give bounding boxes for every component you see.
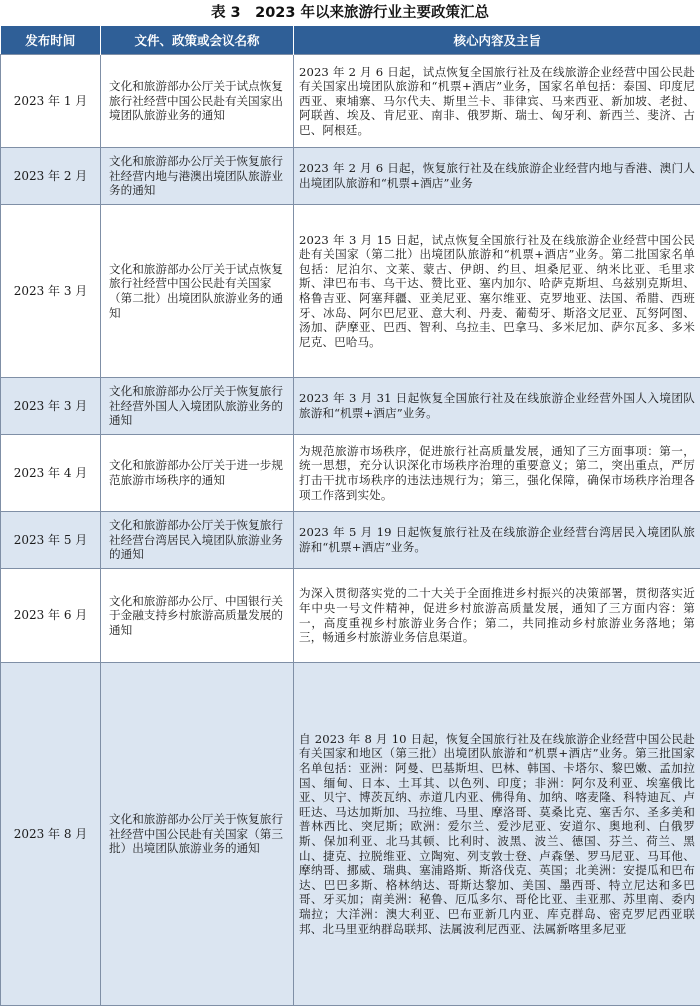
cell-content: 2023 年 3 月 15 日起，试点恢复全国旅行社及在线旅游企业经营中国公民赴有关国家（第二批）出境团队旅游和“机票+酒店”业务。第二批国家名单包括：尼泊尔、文莱、蒙古、伊朗、约旦、坦桑尼亚、纳米比亚、毛里求斯、津巴布韦、乌干达、赞比亚、塞内加尔、哈萨克斯坦、乌兹别克斯坦、格鲁吉亚、阿塞拜疆、亚美尼亚、塞尔维亚、克罗地亚、法国、希腊、西班牙、冰岛、阿尔巴尼亚、意大利、丹麦、葡萄牙、斯洛文尼亚、瓦努阿图、汤加、萨摩亚、巴西、智利、乌拉圭、巴拿马、多米尼加、萨尔瓦多、多米尼克、巴哈马。	[294, 205, 700, 378]
cell-name: 文化和旅游部办公厅关于恢复旅行社经营台湾居民入境团队旅游业务的通知	[101, 512, 294, 569]
cell-time: 2023 年 1 月	[1, 55, 101, 148]
cell-name: 文化和旅游部办公厅关于恢复旅行社经营外国人入境团队旅游业务的通知	[101, 378, 294, 435]
cell-time: 2023 年 3 月	[1, 378, 101, 435]
cell-content: 自 2023 年 8 月 10 日起，恢复全国旅行社及在线旅游企业经营中国公民赴有关国家和地区（第三批）出境团队旅游和“机票+酒店”业务。第三批国家名单包括：亚洲：阿曼、巴基斯坦、巴林、韩国、卡塔尔、黎巴嫩、孟加拉国、缅甸、日本、土耳其、以色列、印度；非洲：阿尔及利亚、埃塞俄比亚、贝宁、博茨瓦纳、赤道几内亚、佛得角、加纳、喀麦隆、科特迪瓦、卢旺达、马达加斯加、马拉维、马里、摩洛哥、莫桑比克、塞舌尔、圣多美和普林西比、突尼斯；欧洲：爱尔兰、爱沙尼亚、安道尔、奥地利、白俄罗斯、保加利亚、北马其顿、比利时、波黑、波兰、德国、芬兰、荷兰、黑山、捷克、拉脱维亚、立陶宛、列支敦士登、卢森堡、罗马尼亚、马耳他、摩纳哥、挪威、瑞典、塞浦路斯、斯洛伐克、英国；北美洲：安提瓜和巴布达、巴巴多斯、格林纳达、哥斯达黎加、美国、墨西哥、特立尼达和多巴哥、牙买加；南美洲：秘鲁、厄瓜多尔、哥伦比亚、圭亚那、苏里南、委内瑞拉；大洋洲：澳大利亚、巴布亚新几内亚、库克群岛、密克罗尼西亚联邦、北马里亚纳群岛联邦、法属波利尼西亚、法属新喀里多尼亚	[294, 663, 700, 1006]
cell-name: 文化和旅游部办公厅关于恢复旅行社经营内地与港澳出境团队旅游业务的通知	[101, 148, 294, 205]
table-row	[1, 663, 700, 1006]
cell-time: 2023 年 3 月	[1, 205, 101, 378]
cell-time: 2023 年 4 月	[1, 435, 101, 512]
cell-time: 2023 年 5 月	[1, 512, 101, 569]
cell-name: 文化和旅游部办公厅关于试点恢复旅行社经营中国公民赴有关国家出境团队旅游业务的通知	[101, 55, 294, 148]
header-time: 发布时间	[1, 26, 101, 55]
cell-content: 2023 年 3 月 31 日起恢复全国旅行社及在线旅游企业经营外国人入境团队旅游和“机票+酒店”业务。	[294, 378, 700, 435]
cell-time: 2023 年 6 月	[1, 569, 101, 663]
table-header-row	[1, 26, 700, 55]
cell-content: 2023 年 5 月 19 日起恢复旅行社及在线旅游企业经营台湾居民入境团队旅游和“机票+酒店”业务。	[294, 512, 700, 569]
table-title: 表 3 2023 年以来旅游行业主要政策汇总	[0, 0, 700, 26]
table-row	[1, 435, 700, 512]
cell-name: 文化和旅游部办公厅、中国银行关于金融支持乡村旅游高质量发展的通知	[101, 569, 294, 663]
cell-content: 为规范旅游市场秩序，促进旅行社高质量发展，通知了三方面事项：第一，统一思想，充分认识深化市场秩序治理的重要意义；第二，突出重点，严厉打击干扰市场秩序的违法违规行为；第三，强化保障，确保市场秩序治理各项工作落到实处。	[294, 435, 700, 512]
cell-content: 2023 年 2 月 6 日起，试点恢复全国旅行社及在线旅游企业经营中国公民赴有关国家出境团队旅游和“机票+酒店”业务，国家名单包括：泰国、印度尼西亚、柬埔寨、马尔代夫、斯里兰卡、菲律宾、马来西亚、新加坡、老挝、阿联酋、埃及、肯尼亚、南非、俄罗斯、瑞士、匈牙利、新西兰、斐济、古巴、阿根廷。	[294, 55, 700, 148]
header-content: 核心内容及主旨	[294, 26, 700, 55]
table-row	[1, 378, 700, 435]
cell-time: 2023 年 2 月	[1, 148, 101, 205]
table-row	[1, 569, 700, 663]
cell-content: 为深入贯彻落实党的二十大关于全面推进乡村振兴的决策部署，贯彻落实近年中央一号文件精神，促进乡村旅游高质量发展，通知了三方面内容：第一，高度重视乡村旅游业务合作；第二，共同推动乡村旅游业务落地；第三，畅通乡村旅游业务信息渠道。	[294, 569, 700, 663]
table-row	[1, 512, 700, 569]
cell-name: 文化和旅游部办公厅关于试点恢复旅行社经营中国公民赴有关国家（第二批）出境团队旅游业务的通知	[101, 205, 294, 378]
cell-name: 文化和旅游部办公厅关于恢复旅行社经营中国公民赴有关国家（第三批）出境团队旅游业务的通知	[101, 663, 294, 1006]
table-row	[1, 205, 700, 378]
policy-table	[0, 26, 700, 1006]
header-name: 文件、政策或会议名称	[101, 26, 294, 55]
table-row	[1, 55, 700, 148]
cell-time: 2023 年 8 月	[1, 663, 101, 1006]
cell-content: 2023 年 2 月 6 日起，恢复旅行社及在线旅游企业经营内地与香港、澳门人出境团队旅游和“机票+酒店”业务	[294, 148, 700, 205]
table-row	[1, 148, 700, 205]
cell-name: 文化和旅游部办公厅关于进一步规范旅游市场秩序的通知	[101, 435, 294, 512]
